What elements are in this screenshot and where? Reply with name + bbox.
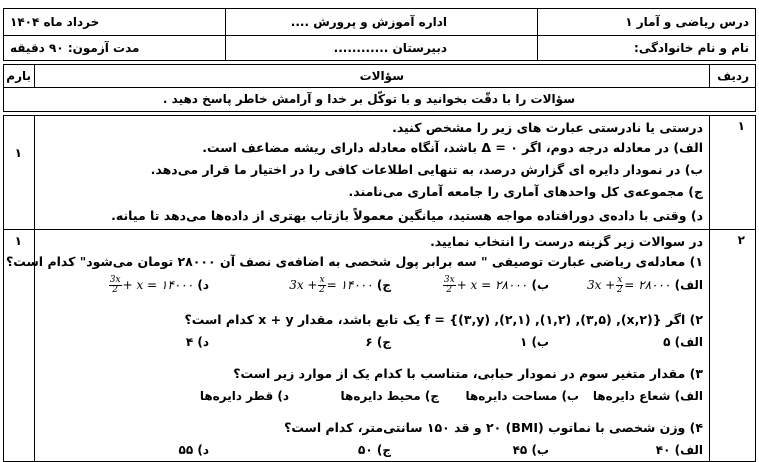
q2-s2-stem: ۲) اگر {(۲,x), (۳,۵), (۱,۲), (۲,۱), (۳,y)} = f یک تابع باشد، مقدار x + y کدام است؟ bbox=[184, 312, 703, 327]
exam-duration: مدت آزمون: ۹۰ دقیقه bbox=[10, 41, 140, 55]
school-cell bbox=[225, 36, 537, 60]
q1-number-cell bbox=[709, 116, 755, 229]
q1-title: درستی یا نادرستی عبارت های زیر را مشخص کنید. bbox=[392, 120, 703, 135]
q2-s2-option-a: الف) ۵ bbox=[663, 335, 703, 349]
q2-number: ۲ bbox=[737, 233, 745, 247]
department-cell bbox=[225, 9, 537, 35]
q1-item-a: الف) در معادله درجه دوم، اگر Δ = ۰ باشد، آنگاه معادله دارای ریشه مضاعف است. bbox=[202, 140, 703, 155]
q2-s4-stem: ۴) وزن شخصی با نماتوب (BMI) ۲۰ و قد ۱۵۰ سانتی‌متر، کدام است؟ bbox=[284, 420, 703, 435]
q2-number-cell bbox=[709, 230, 755, 461]
q2-s3-option-c: ج) محیط دایره‌ها bbox=[340, 389, 439, 403]
question-1-row bbox=[3, 115, 756, 230]
q2-score: ۱ bbox=[14, 234, 22, 248]
intro-text: سؤالات را با دقّت بخوانید و با توکّل بر خدا و آرامش خاطر پاسخ دهید . bbox=[162, 92, 575, 106]
date-cell bbox=[2, 9, 225, 35]
q1-score: ۱ bbox=[14, 146, 22, 160]
q2-s3-option-a: الف) شعاع دایره‌ها bbox=[592, 389, 703, 403]
col-score bbox=[2, 65, 34, 87]
q2-s1-option-d: د) $\frac{3x}{2}$ + x = ۱۴۰۰۰ bbox=[109, 275, 209, 295]
question-2-row bbox=[3, 230, 756, 462]
header-row-1 bbox=[3, 8, 756, 36]
q1-body bbox=[34, 116, 709, 229]
header-row-2 bbox=[3, 36, 756, 61]
col-score-label: بارم bbox=[6, 69, 31, 83]
school-label: دبیرستان ............ bbox=[333, 41, 447, 55]
q1-score-cell bbox=[2, 116, 34, 229]
student-name-label: نام و نام خانوادگی: bbox=[634, 41, 749, 55]
q2-s2-option-d: د) ۴ bbox=[185, 335, 209, 349]
course-cell bbox=[537, 9, 755, 35]
department: اداره آموزش و پرورش .... bbox=[290, 15, 447, 29]
q2-title: در سوالات زیر گزینه درست را انتخاب نمایید. bbox=[430, 234, 703, 249]
q2-s1-option-c: ج) 3x + $\frac{x}{2}$ = ۱۴۰۰۰ bbox=[289, 275, 391, 295]
student-name-cell bbox=[537, 36, 755, 60]
q2-s2-option-c: ج) ۶ bbox=[365, 335, 391, 349]
q1-number: ۱ bbox=[737, 119, 745, 133]
q1-item-d: د) وقتی با داده‌ی دورافتاده مواجه هستید، میانگین معمولاً بازتاب بهتری از داده‌ها می‌دهد تا میانه. bbox=[111, 208, 703, 223]
col-questions bbox=[34, 65, 709, 87]
duration-cell bbox=[2, 36, 225, 60]
q2-s1-option-a: الف) 3x + $\frac{x}{2}$ = ۲۸۰۰۰ bbox=[586, 275, 703, 295]
q2-s2-option-b: ب) ۱ bbox=[519, 335, 549, 349]
col-row bbox=[709, 65, 755, 87]
q2-s1-option-b: ب) $\frac{3x}{2}$ + x = ۲۸۰۰۰ bbox=[443, 275, 549, 295]
exam-date: خرداد ماه ۱۴۰۴ bbox=[10, 15, 100, 29]
col-questions-label: سؤالات bbox=[359, 69, 404, 83]
col-row-label: ردیف bbox=[717, 69, 749, 83]
q2-s4-option-a: الف) ۴۰ bbox=[655, 443, 703, 457]
q1-item-b: ب) در نمودار دایره ای گزارش درصد، به تنهایی اطلاعات کافی را در اختیار ما قرار می‌دهد. bbox=[150, 162, 703, 177]
q2-s3-stem: ۳) مقدار متغیر سوم در نمودار حبابی، متناسب با کدام یک از موارد زیر است؟ bbox=[233, 366, 703, 381]
q2-s4-option-d: د) ۵۵ bbox=[178, 443, 209, 457]
q2-body bbox=[6, 230, 709, 461]
q2-s4-option-b: ب) ۴۵ bbox=[512, 443, 549, 457]
column-header-row bbox=[3, 64, 756, 88]
q1-item-c: ج) مجموعه‌ی کل واحدهای آماری را جامعه آماری می‌نامند. bbox=[348, 184, 703, 199]
q2-s3-option-d: د) قطر دایره‌ها bbox=[199, 389, 289, 403]
intro-row bbox=[3, 88, 756, 112]
q2-s1-stem: ۱) معادله‌ی ریاضی عبارت توصیفی " سه برابر پول شخصی به اضافه‌ی نصف آن ۲۸۰۰۰ تومان می‌شود" کدام است؟ bbox=[6, 254, 703, 269]
course-title: درس ریاضی و آمار ۱ bbox=[625, 15, 749, 29]
q2-s3-option-b: ب) مساحت دایره‌ها bbox=[465, 389, 579, 403]
q2-score-cell bbox=[2, 230, 34, 461]
q2-s4-option-c: ج) ۵۰ bbox=[358, 443, 391, 457]
